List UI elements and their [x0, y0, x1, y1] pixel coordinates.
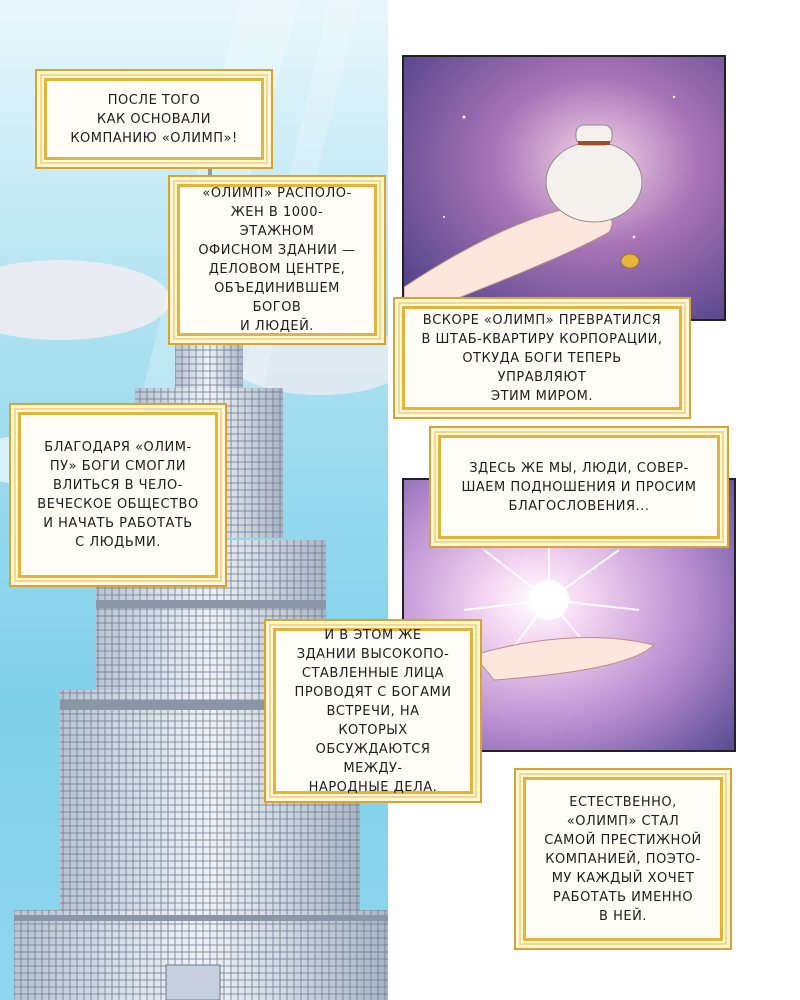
caption-company-founded [44, 78, 264, 160]
caption-text: ВСКОРЕ «ОЛИМП» ПРЕВРАТИЛСЯ В ШТАБ-КВАРТИРУ КОРПОРАЦИИ, ОТКУДА БОГИ ТЕПЕРЬ УПРАВЛЯЮТ ЭТИМ МИРОМ. [421, 312, 663, 404]
galaxy-hand-illustration [404, 57, 724, 319]
caption-text: ЕСТЕСТВЕННО, «ОЛИМП» СТАЛ САМОЙ ПРЕСТИЖНОЙ КОМПАНИЕЙ, ПОЭТО- МУ КАЖДЫЙ ХОЧЕТ РАБОТАТЬ ИМЕННО В НЕЙ. [544, 794, 702, 924]
caption-corporation-hq [402, 306, 682, 410]
caption-offerings [438, 435, 720, 539]
caption-text: И В ЭТОМ ЖЕ ЗДАНИИ ВЫСОКОПО- СТАВЛЕННЫЕ ЛИЦА ПРОВОДЯТ С БОГАМИ ВСТРЕЧИ, НА КОТОРЫХ ОБСУЖДАЮТСЯ МЕЖДУ- НАРОДНЫЕ ДЕЛА. [294, 627, 452, 795]
caption-office-building [177, 184, 377, 336]
caption-prestigious-company [523, 777, 723, 941]
caption-text: БЛАГОДАРЯ «ОЛИМ- ПУ» БОГИ СМОГЛИ ВЛИТЬСЯ В ЧЕЛО- ВЕЧЕСКОЕ ОБЩЕСТВО И НАЧАТЬ РАБОТАТЬ С ЛЮДЬМИ. [37, 440, 199, 550]
caption-text: ПОСЛЕ ТОГО КАК ОСНОВАЛИ КОМПАНИЮ «ОЛИМП»! [70, 92, 238, 146]
caption-text: «ОЛИМП» РАСПОЛО- ЖЕН В 1000-ЭТАЖНОМ ОФИСНОМ ЗДАНИИ — ДЕЛОВОМ ЦЕНТРЕ, ОБЪЕДИНИВШЕМ БОГОВ И ЛЮДЕЙ. [198, 186, 356, 334]
caption-meetings [273, 628, 473, 794]
money-bag-panel [402, 55, 726, 321]
caption-text: ЗДЕСЬ ЖЕ МЫ, ЛЮДИ, СОВЕР- ШАЕМ ПОДНОШЕНИЯ И ПРОСИМ БЛАГОСЛОВЕНИЯ... [461, 460, 697, 514]
caption-gods-join-society [18, 412, 218, 578]
